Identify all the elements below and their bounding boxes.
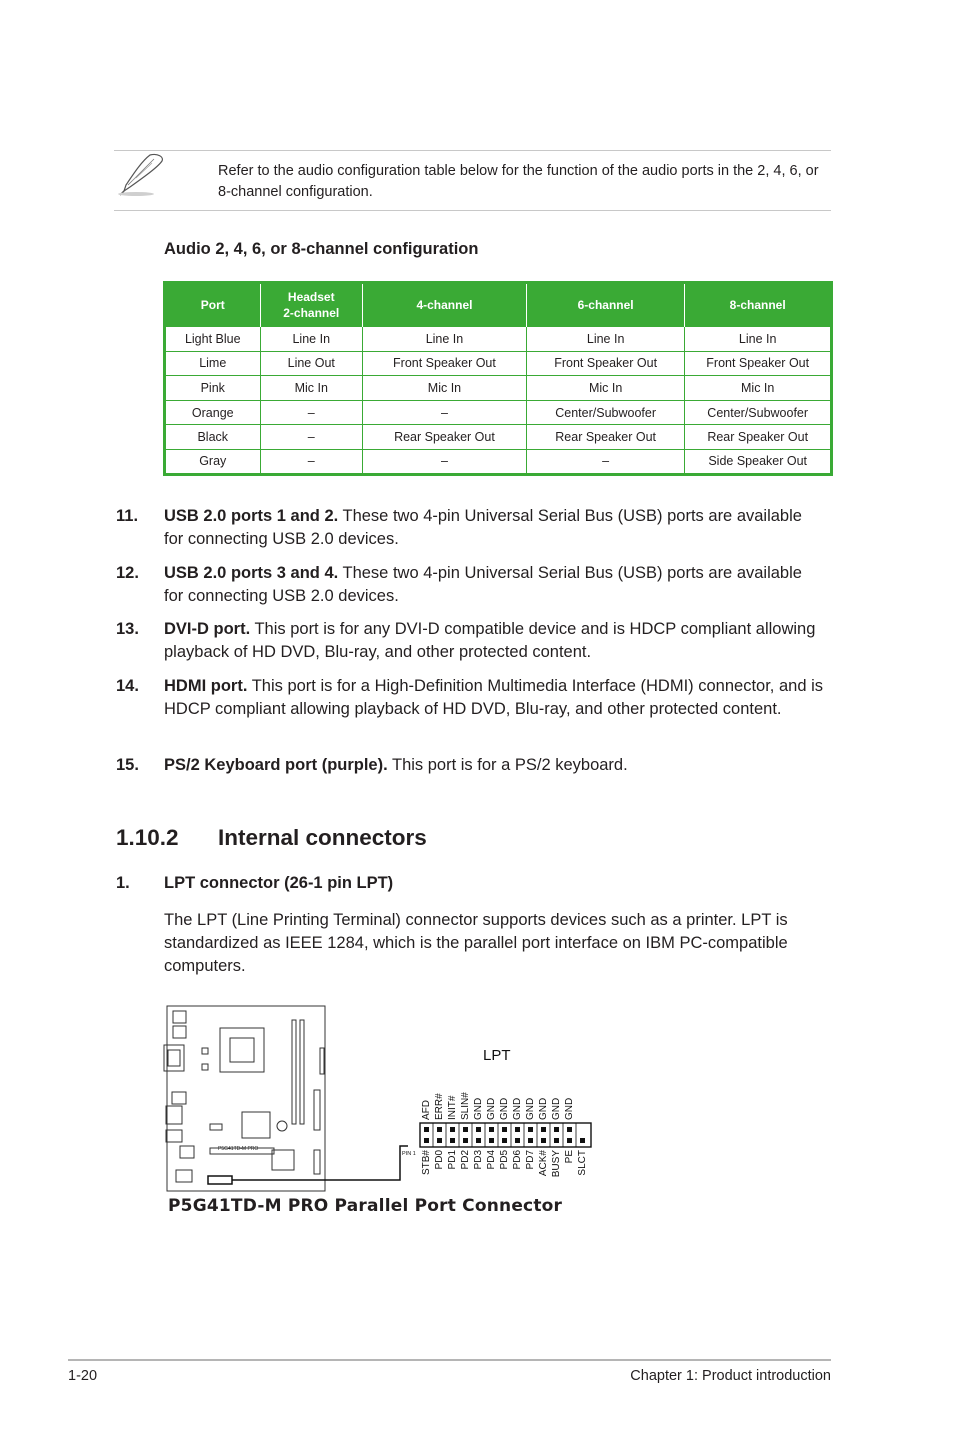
pin-label-bottom: ACK# — [538, 1150, 549, 1177]
pin — [541, 1127, 546, 1132]
pin-label-top: GND — [525, 1097, 536, 1120]
pin — [424, 1138, 429, 1143]
lpt-paragraph: The LPT (Line Printing Terminal) connector supports devices such as a printer. LPT is standardized as IEEE 1284, which is the parallel port interface on IBM PC-compatible computers. — [164, 911, 788, 975]
table-cell: Line In — [363, 327, 527, 352]
lpt-pin-header — [420, 1123, 591, 1147]
pin-label-bottom: PD1 — [447, 1150, 458, 1170]
pin — [450, 1127, 455, 1132]
footer-divider — [68, 1359, 831, 1361]
pin-label-bottom: PD7 — [525, 1150, 536, 1170]
pin — [437, 1138, 442, 1143]
table-cell: Center/Subwoofer — [685, 400, 832, 425]
pin — [515, 1127, 520, 1132]
pin — [489, 1127, 494, 1132]
item-title: PS/2 Keyboard port (purple). — [164, 756, 388, 774]
section-title: Internal connectors — [218, 825, 427, 850]
table-cell: Pink — [165, 376, 261, 401]
table-cell: Gray — [165, 449, 261, 474]
header-8-channel: 8-channel — [685, 283, 832, 327]
table-row — [165, 351, 832, 376]
item-title: USB 2.0 ports 3 and 4. — [164, 564, 339, 582]
pin — [489, 1138, 494, 1143]
item-text: This port is for a High-Definition Multimedia Interface (HDMI) connector, and is HDCP compliant allowing playback of HD DVD, Blu-ray, and other protected content. — [164, 677, 823, 718]
table-cell: Rear Speaker Out — [363, 425, 527, 450]
pin — [567, 1127, 572, 1132]
pin — [437, 1127, 442, 1132]
header-headset: Headset 2-channel — [260, 283, 362, 327]
item-title: USB 2.0 ports 1 and 2. — [164, 507, 339, 525]
table-cell: Light Blue — [165, 327, 261, 352]
note-box — [114, 150, 831, 211]
pin-label-bottom: SLCT — [577, 1150, 588, 1176]
table-cell: Line Out — [260, 351, 362, 376]
lpt-connector-diagram — [160, 1000, 600, 1222]
table-cell: Line In — [526, 327, 684, 352]
figure-caption: P5G41TD-M PRO Parallel Port Connector — [168, 1196, 563, 1216]
table-cell: Mic In — [685, 376, 832, 401]
item-text: This port is for any DVI-D compatible device and is HDCP compliant allowing playback of HD DVD, Blu-ray, and other protected content. — [164, 620, 816, 661]
table-cell: Mic In — [260, 376, 362, 401]
pin-label-bottom: BUSY — [551, 1150, 562, 1178]
table-cell: Line In — [685, 327, 832, 352]
item-text: These two 4-pin Universal Serial Bus (USB) ports are available for connecting USB 2.0 devices. — [164, 564, 802, 605]
table-header-row — [165, 283, 832, 327]
pin-label-bottom: PE — [564, 1150, 575, 1164]
pin — [515, 1138, 520, 1143]
table-cell: – — [526, 449, 684, 474]
audio-config-table — [163, 281, 833, 476]
item-text: This port is for a PS/2 keyboard. — [387, 756, 628, 774]
header-6-channel: 6-channel — [526, 283, 684, 327]
item-number: 14. — [116, 677, 139, 695]
table-cell: Black — [165, 425, 261, 450]
pin-label-top: INIT# — [447, 1095, 458, 1120]
table-row — [165, 327, 832, 352]
table-cell: Front Speaker Out — [526, 351, 684, 376]
table-cell: Side Speaker Out — [685, 449, 832, 474]
pin-label-bottom: PD0 — [434, 1150, 445, 1170]
pin-label-top: AFD — [421, 1100, 432, 1120]
chapter-title: Chapter 1: Product introduction — [630, 1368, 831, 1384]
pin — [476, 1138, 481, 1143]
pin-label-top: GND — [486, 1097, 497, 1120]
table-title: Audio 2, 4, 6, or 8-channel configuration — [164, 240, 479, 258]
pin — [463, 1127, 468, 1132]
section-number: 1.10.2 — [116, 825, 179, 850]
pin — [424, 1127, 429, 1132]
motherboard-outline — [164, 1006, 325, 1191]
table-cell: – — [260, 425, 362, 450]
item-number: 15. — [116, 756, 139, 774]
pin — [528, 1127, 533, 1132]
table-cell: Front Speaker Out — [363, 351, 527, 376]
table-row — [165, 425, 832, 450]
pin-label-top: GND — [538, 1097, 549, 1120]
pin-label-top: GND — [564, 1097, 575, 1120]
pin — [463, 1138, 468, 1143]
pin — [450, 1138, 455, 1143]
pin — [476, 1127, 481, 1132]
header-port: Port — [165, 283, 261, 327]
lpt-title: LPT connector (26-1 pin LPT) — [164, 874, 394, 892]
pin-label-top: GND — [512, 1097, 523, 1120]
table-cell: Orange — [165, 400, 261, 425]
table-cell: Rear Speaker Out — [685, 425, 832, 450]
note-text: Refer to the audio configuration table below for the function of the audio ports in the 2, 4, 6, or 8-channel configuration. — [218, 163, 819, 200]
pin — [541, 1138, 546, 1143]
table-cell: – — [260, 400, 362, 425]
pin-label-bottom: PD4 — [486, 1150, 497, 1170]
item-number: 11. — [116, 507, 139, 525]
table-cell: Lime — [165, 351, 261, 376]
pin — [502, 1127, 507, 1132]
pin-label-top: GND — [551, 1097, 562, 1120]
table-row — [165, 449, 832, 474]
pin1-label: PIN 1 — [402, 1151, 416, 1157]
table-cell: Center/Subwoofer — [526, 400, 684, 425]
pin-label-bottom: PD5 — [499, 1150, 510, 1170]
pin-label-top: GND — [473, 1097, 484, 1120]
table-cell: Mic In — [363, 376, 527, 401]
table-cell: Mic In — [526, 376, 684, 401]
pin — [554, 1138, 559, 1143]
pin-label-bottom: STB# — [421, 1150, 432, 1176]
item-title: DVI-D port. — [164, 620, 251, 638]
table-cell: Front Speaker Out — [685, 351, 832, 376]
header-4-channel: 4-channel — [363, 283, 527, 327]
table-cell: – — [363, 449, 527, 474]
table-cell: Line In — [260, 327, 362, 352]
item-number: 13. — [116, 620, 139, 638]
pin-label-bottom: PD6 — [512, 1150, 523, 1170]
board-label: P5G41TD-M PRO — [218, 1146, 259, 1152]
pin-label-bottom: PD2 — [460, 1150, 471, 1170]
pin — [554, 1127, 559, 1132]
table-cell: – — [363, 400, 527, 425]
pen-note-icon — [114, 151, 164, 197]
item-text: These two 4-pin Universal Serial Bus (USB) ports are available for connecting USB 2.0 devices. — [164, 507, 802, 548]
table-row — [165, 400, 832, 425]
page-number: 1-20 — [68, 1368, 98, 1384]
pin — [528, 1138, 533, 1143]
pin — [567, 1138, 572, 1143]
pin-label-bottom: PD3 — [473, 1150, 484, 1170]
table-cell: Rear Speaker Out — [526, 425, 684, 450]
pin — [580, 1138, 585, 1143]
pin — [502, 1138, 507, 1143]
item-number: 12. — [116, 564, 139, 582]
item-title: HDMI port. — [164, 677, 248, 695]
pin-label-top: ERR# — [434, 1093, 445, 1120]
lpt-number: 1. — [116, 874, 130, 892]
table-row — [165, 376, 832, 401]
pin-label-top: GND — [499, 1097, 510, 1120]
pin-label-top: SLIN# — [460, 1092, 471, 1120]
table-cell: – — [260, 449, 362, 474]
lpt-label: LPT — [483, 1047, 511, 1064]
